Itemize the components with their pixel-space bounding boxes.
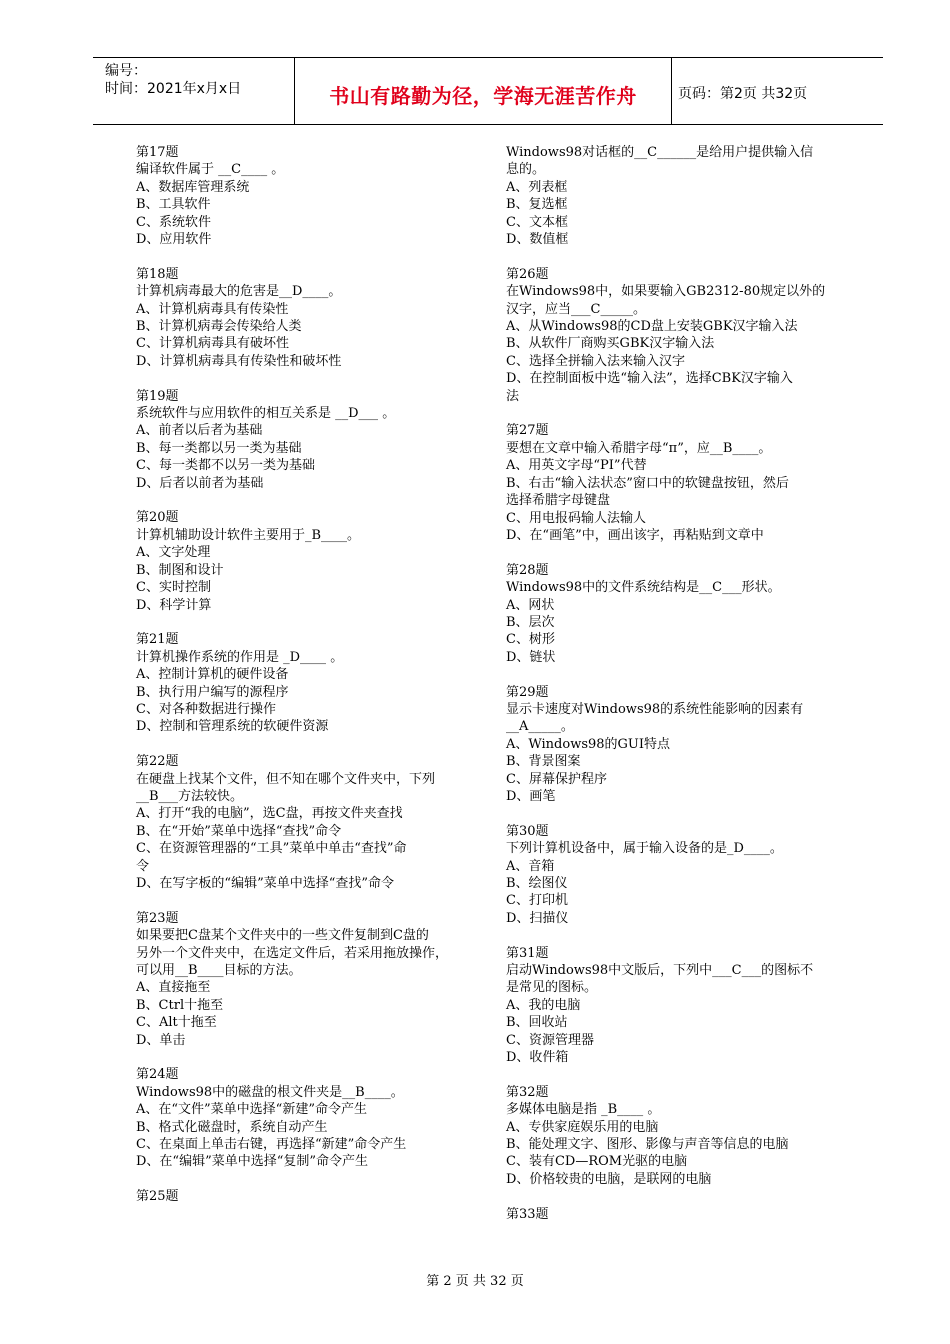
question-title: 第21题	[136, 632, 179, 648]
question-text-line: 显示卡速度对Windows98的系统性能影响的因素有	[506, 701, 804, 717]
question-line: C、打印机	[506, 893, 568, 909]
question-line: C、文本框	[506, 214, 568, 230]
question-text-line: 下列计算机设备中，属于输入设备的是_D____。	[506, 841, 783, 857]
question-line: C、资源管理器	[506, 1032, 594, 1048]
question-title: 第28题	[506, 562, 549, 578]
question-block	[506, 945, 846, 1067]
question-text-line: 编译软件属于 __C____ 。	[136, 162, 285, 178]
question-line: A、Windows98的GUI特点	[506, 736, 671, 752]
header-motto-cell	[295, 58, 672, 124]
question-line: D、链状	[506, 649, 556, 665]
question-line: A、列表框	[506, 179, 568, 195]
question-block	[506, 684, 846, 806]
question-line: D、在写字板的“编辑”菜单中选择“查找”命令	[136, 875, 395, 891]
question-line: C、系统软件	[136, 214, 211, 230]
footer-page-number: 第 2 页 共 32 页	[426, 1274, 524, 1289]
question-line: D、扫描仪	[506, 910, 569, 926]
question-line: A、从Windows98的CD盘上安装GBK汉字输入法	[506, 319, 798, 335]
question-line: C、实时控制	[136, 580, 211, 596]
question-line: 可以用__B____目标的方法。	[136, 963, 302, 978]
question-line: A、在“文件”菜单中选择“新建”命令产生	[136, 1102, 367, 1118]
question-block	[506, 1084, 846, 1188]
question-line: A、前者以后者为基础	[136, 423, 263, 439]
question-line: C、屏幕保护程序	[506, 771, 607, 787]
question-block	[506, 422, 846, 544]
question-text-line: Windows98对话框的__C______是给用户提供输入信	[506, 145, 814, 160]
question-line: B、格式化磁盘时，系统自动产生	[136, 1119, 328, 1135]
header-page-cell	[672, 58, 883, 124]
question-line: D、控制和管理系统的软硬件资源	[136, 719, 329, 735]
question-line: B、计算机病毒会传染给人类	[136, 319, 302, 335]
question-text-line: 计算机操作系统的作用是 _D____ 。	[136, 649, 344, 665]
question-block	[136, 753, 476, 892]
question-line: C、选择全拼输入法来输入汉字	[506, 353, 685, 369]
question-text-line: Windows98中的文件系统结构是__C___形状。	[506, 580, 781, 596]
document-time-label: 时间：2021年x月x日	[105, 81, 242, 97]
question-line: B、每一类都以另一类为基础	[136, 440, 302, 456]
question-line: A、文字处理	[136, 545, 211, 561]
question-line: B、复选框	[506, 197, 568, 213]
question-line: __A_____。	[506, 719, 574, 735]
question-line: C、树形	[506, 632, 555, 648]
header-page-info: 页码：第2页 共32页	[678, 86, 808, 102]
question-title: 第29题	[506, 684, 549, 700]
question-line: D、在“编辑”菜单中选择“复制”命令产生	[136, 1154, 369, 1170]
question-text-line: Windows98中的磁盘的根文件夹是__B____。	[136, 1084, 404, 1100]
question-block	[136, 910, 476, 1049]
question-line: C、装有CD—ROM光驱的电脑	[506, 1154, 688, 1170]
question-line: A、专供家庭娱乐用的电脑	[506, 1119, 659, 1135]
question-text-line: 多媒体电脑是指 _B____ 。	[506, 1102, 661, 1118]
question-line: D、收件箱	[506, 1050, 569, 1066]
question-line: B、在“开始”菜单中选择“查找”命令	[136, 823, 342, 839]
question-line: 另外一个文件夹中，在选定文件后，若采用拖放操作，	[136, 945, 449, 961]
question-line: A、用英文字母“PI”代替	[506, 458, 647, 474]
question-line: B、工具软件	[136, 197, 211, 213]
question-line: 令	[136, 858, 150, 874]
question-line: 是常见的图标。	[506, 980, 598, 996]
question-line: A、计算机病毒具有传染性	[136, 301, 289, 317]
question-title: 第18题	[136, 266, 179, 282]
question-text-line: 计算机病毒最大的危害是__D____。	[136, 284, 342, 300]
question-line: B、绘图仪	[506, 875, 568, 891]
question-line: A、打开“我的电脑”，选C盘，再按文件夹查找	[136, 806, 403, 822]
question-block	[136, 388, 476, 492]
question-line: D、计算机病毒具有传染性和破坏性	[136, 353, 342, 369]
question-line: C、计算机病毒具有破坏性	[136, 336, 289, 352]
question-block	[136, 631, 476, 735]
question-line: D、在控制面板中选“输入法”，选择CBK汉字输入	[506, 371, 793, 387]
question-title: 第20题	[136, 510, 179, 526]
question-title: 第26题	[506, 266, 549, 282]
question-title: 第23题	[136, 910, 179, 926]
question-line: B、背景图案	[506, 754, 581, 770]
question-line: A、网状	[506, 597, 555, 613]
page-footer	[0, 1270, 950, 1289]
question-line: C、在资源管理器的“工具”菜单中单击“查找”命	[136, 841, 407, 857]
question-block	[506, 1206, 846, 1223]
right-question-column	[506, 144, 846, 1240]
question-block	[506, 266, 846, 405]
left-question-column	[136, 144, 476, 1223]
question-title: 第22题	[136, 754, 179, 770]
question-line: C、对各种数据进行操作	[136, 701, 276, 717]
question-line: D、价格较贵的电脑，是联网的电脑	[506, 1171, 712, 1187]
question-block	[506, 823, 846, 927]
question-line: A、控制计算机的硬件设备	[136, 667, 289, 683]
question-line: 法	[506, 388, 520, 404]
question-line: B、能处理文字、图形、影像与声音等信息的电脑	[506, 1137, 789, 1153]
document-number-label: 编号：	[105, 63, 147, 79]
question-line: A、直接拖至	[136, 980, 211, 996]
page-header	[93, 57, 883, 125]
question-line: D、画笔	[506, 788, 556, 804]
question-text-line: 如果要把C盘某个文件夹中的一些文件复制到C盘的	[136, 928, 429, 944]
question-block	[136, 509, 476, 613]
question-line: B、回收站	[506, 1015, 568, 1031]
question-title: 第27题	[506, 423, 549, 439]
question-text-line: 启动Windows98中文版后，下列中___C___的图标不	[506, 963, 814, 978]
question-line: B、执行用户编写的源程序	[136, 684, 289, 700]
question-text-line: 系统软件与应用软件的相互关系是 __D___ 。	[136, 406, 396, 422]
question-line: B、层次	[506, 614, 555, 630]
question-line: C、Alt十拖至	[136, 1015, 217, 1031]
question-line: D、应用软件	[136, 232, 212, 248]
question-title: 第31题	[506, 945, 549, 961]
question-line: 选择希腊字母键盘	[506, 493, 611, 509]
question-line: C、用电报码输人法输人	[506, 510, 646, 526]
question-text-line: 在Windows98中，如果要输入GB2312-80规定以外的	[506, 284, 826, 300]
question-title: 第30题	[506, 823, 549, 839]
question-block	[506, 562, 846, 666]
question-line: 汉字，应当___C_____。	[506, 301, 646, 317]
question-line: D、后者以前者为基础	[136, 475, 264, 491]
question-line: C、在桌面上单击右键，再选择“新建”命令产生	[136, 1137, 407, 1153]
question-line: A、数据库管理系统	[136, 179, 250, 195]
question-title: 第19题	[136, 388, 179, 404]
question-line: D、科学计算	[136, 597, 212, 613]
question-title: 第33题	[506, 1206, 549, 1222]
question-line: A、我的电脑	[506, 997, 581, 1013]
question-block	[136, 1188, 476, 1205]
question-line: C、每一类都不以另一类为基础	[136, 458, 315, 474]
header-motto: 书山有路勤为径，学海无涯苦作舟	[329, 84, 637, 108]
question-text-line: 在硬盘上找某个文件，但不知在哪个文件夹中，下列	[136, 771, 436, 787]
question-title: 第17题	[136, 145, 179, 160]
question-line: B、制图和设计	[136, 562, 224, 578]
question-line: A、音箱	[506, 858, 555, 874]
header-meta	[93, 58, 295, 124]
question-line: B、Ctrl十拖至	[136, 997, 224, 1013]
question-line: 息的。	[506, 162, 546, 178]
question-line: D、数值框	[506, 232, 569, 248]
question-block	[136, 144, 476, 248]
question-line: __B___方法较快。	[136, 788, 244, 804]
question-block	[506, 144, 846, 248]
question-line: B、右击“输入法状态”窗口中的软键盘按钮，然后	[506, 475, 789, 491]
question-title: 第25题	[136, 1189, 179, 1205]
question-title: 第32题	[506, 1084, 549, 1100]
question-block	[136, 1066, 476, 1170]
question-line: D、在“画笔”中，画出该字，再粘贴到文章中	[506, 527, 764, 543]
question-text-line: 要想在文章中输入希腊字母“π”，应__B____。	[506, 440, 772, 456]
question-text-line: 计算机辅助设计软件主要用于_B____。	[136, 527, 361, 543]
question-block	[136, 266, 476, 370]
question-line: D、单击	[136, 1032, 186, 1048]
question-title: 第24题	[136, 1067, 179, 1083]
question-line: B、从软件厂商购买GBK汉字输入法	[506, 336, 715, 352]
